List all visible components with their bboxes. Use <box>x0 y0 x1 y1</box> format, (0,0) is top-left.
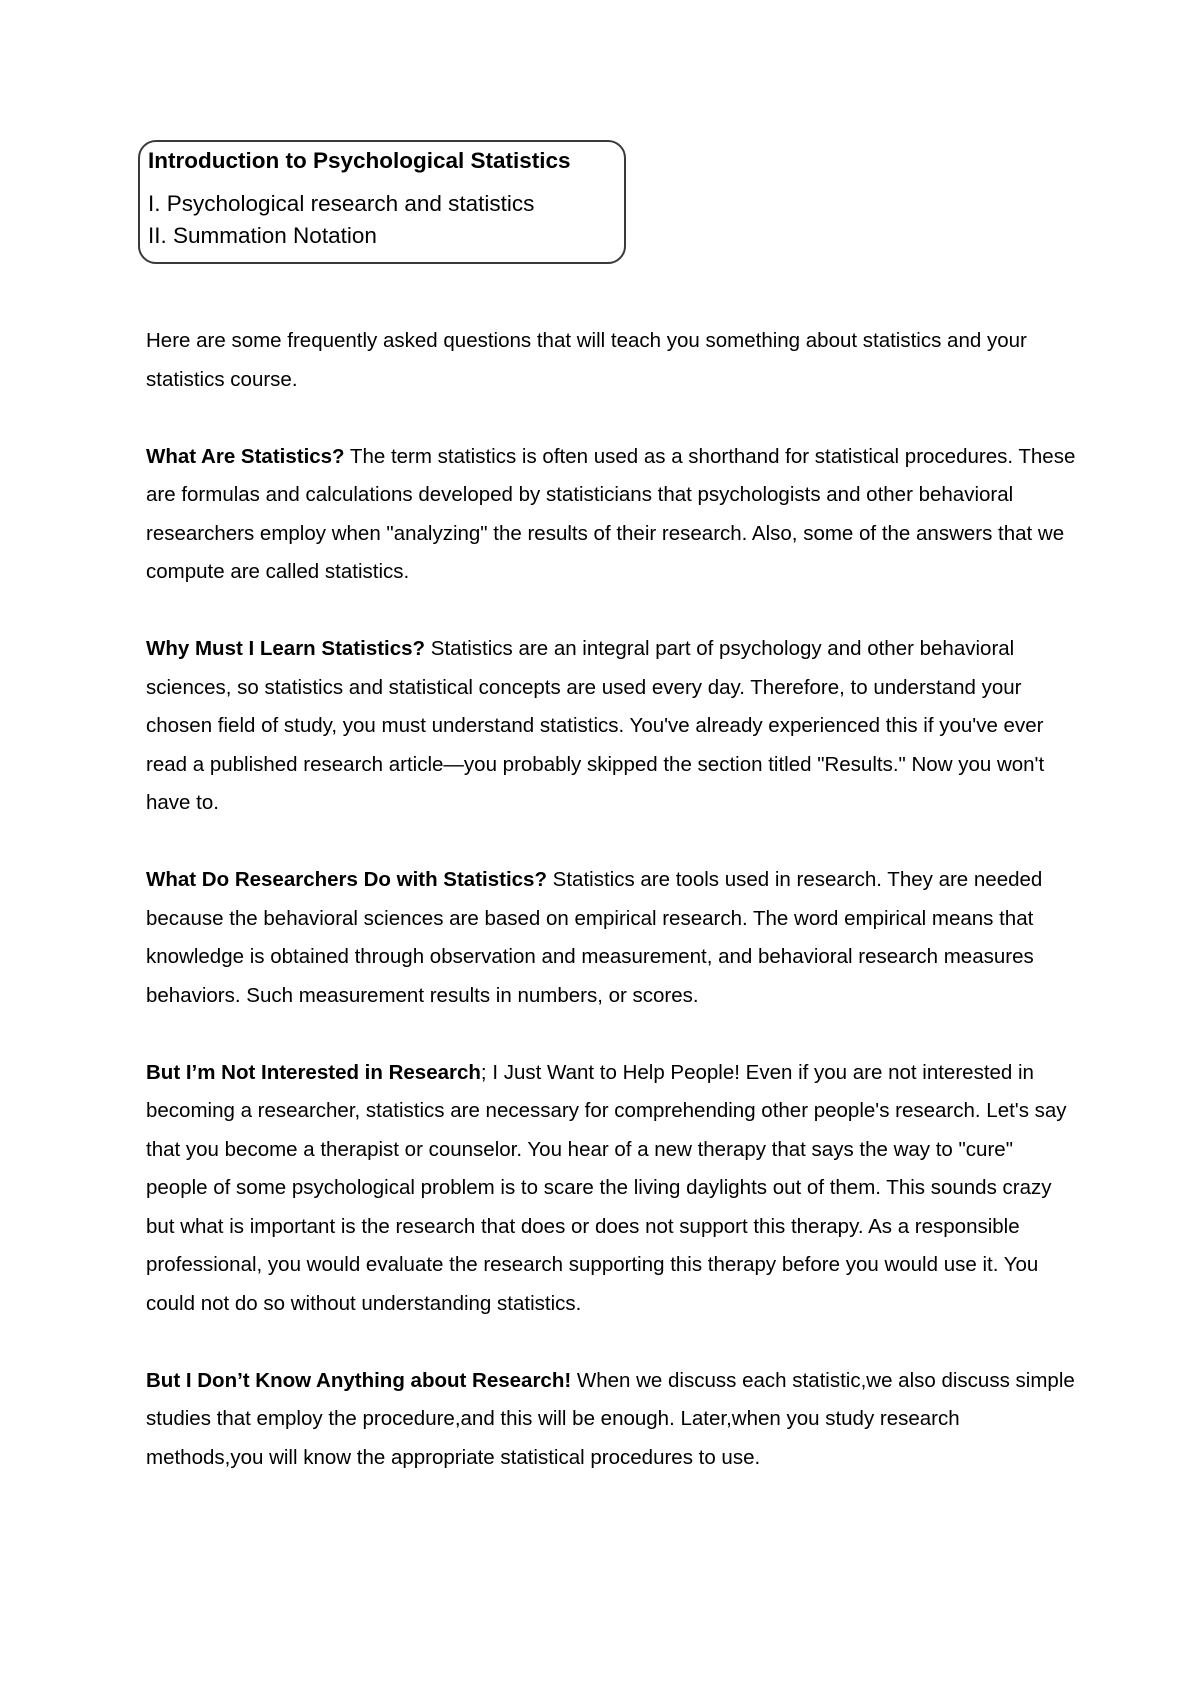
faq-answer: ; I Just Want to Help People! Even if you are not interested in becoming a researcher, statistics are necessary for comprehending other people's research. Let's say that you become a therapist or counselor. You hear of a new therapy that says the way to "cure" people of some psychological problem is to scare the living daylights out of them. This sounds crazy but what is important is the research that does or does not support this therapy. As a responsible professional, you would evaluate the research supporting this therapy before you would use it. You could not do so without understanding statistics. <box>146 1060 1067 1315</box>
outline-item-1: I. Psychological research and statistics <box>148 191 535 216</box>
faq-answer: The term statistics is often used as a shorthand for statistical procedures. These are formulas and calculations developed by statisticians that psychologists and other behavioral researchers employ when "analyzing" the results of their research. Also, some of the answers that we compute are called statistics. <box>146 444 1076 583</box>
faq-question: What Are Statistics? <box>146 444 345 468</box>
faq-paragraph <box>146 1054 1076 1324</box>
faq-answer: When we discuss each statistic,we also discuss simple studies that employ the procedure,and this will be enough. Later,when you study research methods,you will know the appropriate statistical procedures to use. <box>146 1368 1075 1469</box>
outline-box <box>138 140 626 264</box>
intro-paragraph: Here are some frequently asked questions that will teach you something about statistics and your statistics course. <box>146 329 1027 391</box>
faq-paragraph <box>146 438 1076 592</box>
faq-paragraph <box>146 1362 1076 1478</box>
faq-question: But I’m Not Interested in Research <box>146 1060 481 1084</box>
faq-question: But I Don’t Know Anything about Research! <box>146 1368 572 1392</box>
document-body <box>146 322 1076 1516</box>
faq-paragraph <box>146 861 1076 1015</box>
faq-question: Why Must I Learn Statistics? <box>146 637 426 660</box>
faq-question: What Do Researchers Do with Statistics? <box>146 868 547 891</box>
outline-item-2: II. Summation Notation <box>148 223 377 248</box>
faq-answer: Statistics are an integral part of psychology and other behavioral sciences, so statistics and statistical concepts are used every day. Therefore, to understand your chosen field of study, you must understand statistics. You've already experienced this if you've ever read a published research article—you probably skipped the section titled "Results." Now you won't have to. <box>146 637 1045 814</box>
faq-paragraph <box>146 630 1076 823</box>
outline-title: Introduction to Psychological Statistics <box>148 148 571 173</box>
faq-answer: Statistics are tools used in research. They are needed because the behavioral sciences are based on empirical research. The word empirical means that knowledge is obtained through observation and measurement, and behavioral research measures behaviors. Such measurement results in numbers, or scores. <box>146 868 1043 1007</box>
